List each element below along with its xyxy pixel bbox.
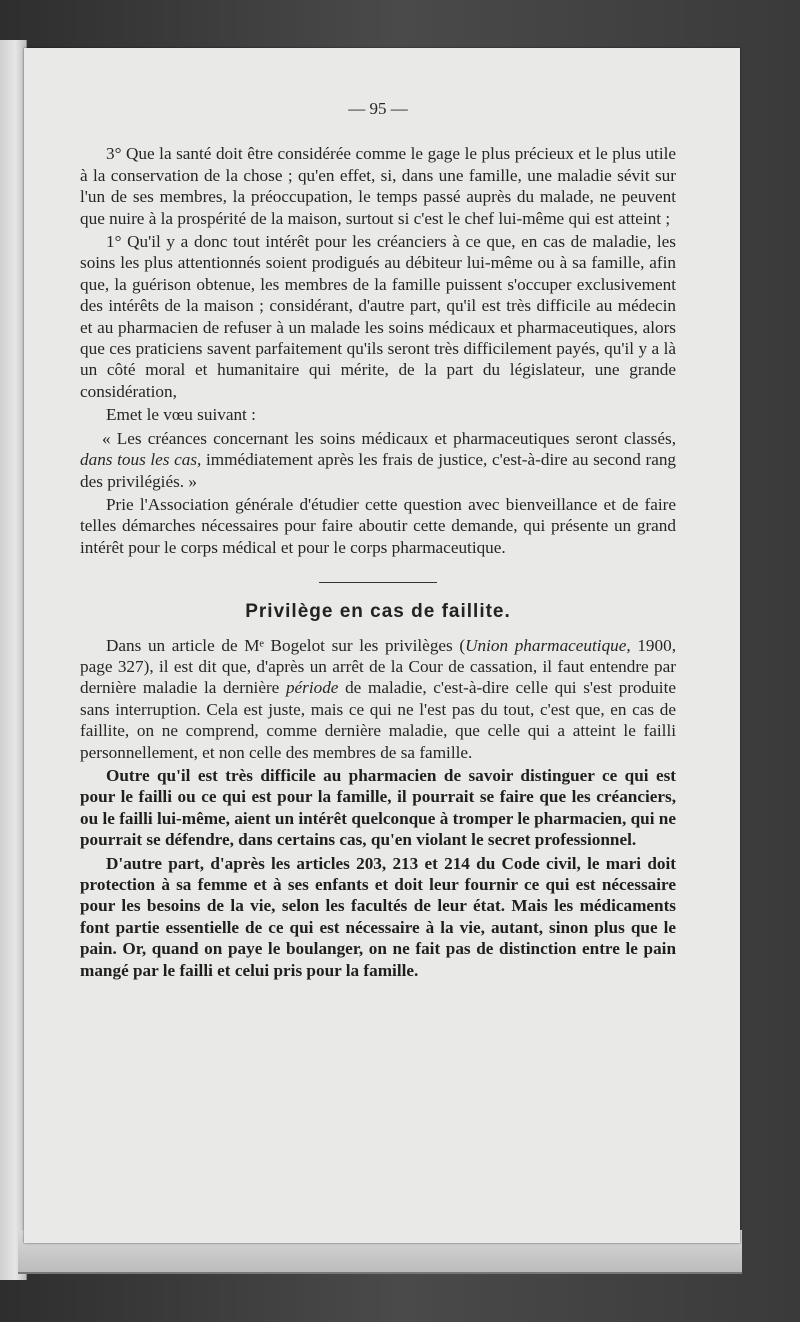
quote-text-1: « Les créances concernant les soins médicaux et pharmaceutiques seront classés, bbox=[102, 428, 676, 448]
quote-text-2: immédiatement après les frais de justice, c'est-à-dire au second rang des privilégiés. » bbox=[80, 450, 677, 491]
paragraph-sante: 3° Que la santé doit être considérée comme le gage le plus précieux et le plus utile à la conservation de la chose ; qu'en effet, si, dans une famille, une maladie sévit sur l'un de ses membres, la préoccupation, le temps passé auprès du malade, ne peuvent que nuire à la prospérité de la maison, surtout si c'est le chef lui-même qui est atteint ; bbox=[80, 144, 676, 228]
bogelot-italic-2: période bbox=[285, 678, 339, 698]
paragraph-outre: Outre qu'il est très difficile au pharmacien de savoir distinguer ce qui est pour le failli ou ce qui est pour la famille, il pourrait se faire que les créanciers, ou le failli lui-même, aient un intérêt quelconque à tromper le pharmacien, qui ne pourrait se défendre, dans certains cas, qu'en violant le secret professionnel. bbox=[80, 765, 676, 850]
quote-italic: dans tous les cas, bbox=[80, 450, 202, 470]
paragraph-prie: Prie l'Association générale d'étudier cette question avec bienveillance et de faire telles démarches nécessaires pour faire aboutir cette demande, qui présente un grand intérêt pour le corps médical et pour le corps pharmaceutique. bbox=[80, 494, 676, 557]
paragraph-interet: 1° Qu'il y a donc tout intérêt pour les créanciers à ce que, en cas de maladie, les soins les plus attentionnés soient prodigués au débiteur lui-même ou à sa famille, afin que, la guérison obtenue, les membres de la famille puissent s'occuper exclusivement des intérêts de la maison ; considérant, d'autre part, qu'il est très difficile au médecin et au pharmacien de refuser à un malade les soins médicaux et pharmaceutiques, alors que ces praticiens savent parfaitement qu'ils seront très difficilement payés, qu'il y a là un côté moral et humanitaire qui mérite, de la part du législateur, une grande considération, bbox=[80, 232, 676, 401]
paragraph-bogelot bbox=[80, 635, 676, 763]
page-number: — 95 — bbox=[348, 99, 408, 118]
bogelot-text-3: de maladie, c'est-à-dire celle qui s'est produite sans interruption. Cela est juste, mais ce qui ne l'est pas du tout, c'est que, en cas de faillite, on ne comprend, comme dernière maladie, que celle qui a atteint le failli personnellement, et non celle des membres de sa famille. bbox=[80, 678, 676, 762]
book-page bbox=[24, 48, 740, 1243]
section-divider bbox=[319, 582, 437, 583]
paragraph-autre-part: D'autre part, d'après les articles 203, 213 et 214 du Code civil, le mari doit protection à sa femme et à ses enfants et doit leur fournir ce qui est nécessaire pour les besoins de la vie, selon les facultés de leur état. Mais les médicaments font partie essentielle de ce qui est nécessaire à la vie, autant, sinon plus que le pain. Or, quand on paye le boulanger, on ne fait pas de distinction entre le pain mangé par le failli et celui pris pour la famille. bbox=[80, 853, 676, 980]
paragraph-voeu: Emet le vœu suivant : bbox=[106, 405, 256, 425]
previous-page-edge bbox=[0, 40, 27, 1280]
bogelot-text-1: Dans un article de Mᵉ Bogelot sur les privilèges ( bbox=[106, 635, 466, 655]
page-text-block bbox=[80, 98, 676, 981]
paragraph-quote bbox=[80, 428, 676, 492]
section-title: Privilège en cas de faillite. bbox=[245, 601, 511, 623]
bogelot-italic-1: Union pharmaceutique, bbox=[465, 635, 631, 655]
bogelot-text-2: 1900, page 327), il est dit que, d'après un arrêt de la Cour de cassation, il faut entendre par dernière maladie la dernière bbox=[80, 635, 676, 698]
